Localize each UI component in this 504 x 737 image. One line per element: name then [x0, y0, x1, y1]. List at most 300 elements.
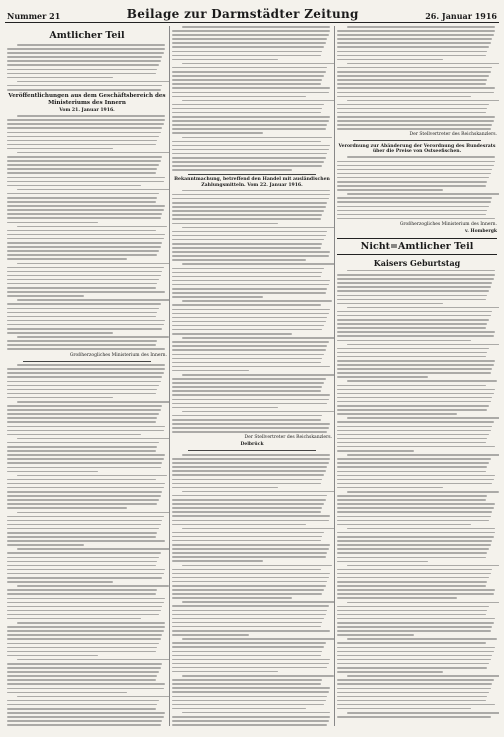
text-line [7, 446, 157, 448]
text-line [7, 602, 164, 604]
text-line [172, 515, 330, 517]
text-line [172, 210, 324, 212]
text-line [172, 214, 322, 216]
text-line [172, 349, 326, 351]
text-line [337, 311, 492, 313]
text-line [172, 577, 329, 579]
text-line [7, 316, 156, 318]
text-line [7, 479, 156, 481]
text-line [337, 589, 495, 591]
divider [23, 361, 151, 362]
text-line [337, 286, 491, 288]
text-line [337, 524, 471, 526]
text-line [337, 614, 486, 616]
text-line [337, 413, 457, 415]
text-line [172, 235, 326, 237]
text-line [7, 528, 159, 530]
text-line [172, 552, 327, 554]
text-line [172, 370, 249, 372]
text-line [337, 585, 486, 587]
text-line [7, 565, 156, 567]
text-line [172, 243, 322, 245]
text-line [17, 81, 169, 83]
text-line [7, 638, 161, 640]
text-line [7, 598, 165, 600]
text-line [337, 626, 492, 628]
text-line [17, 475, 167, 477]
text-line [337, 692, 489, 694]
col2-block-a [172, 26, 332, 171]
text-line [337, 434, 489, 436]
text-line [7, 344, 156, 346]
text-line [7, 524, 161, 526]
text-line [172, 202, 327, 204]
column-2 [169, 26, 334, 726]
text-line [7, 148, 113, 150]
text-line [172, 83, 321, 85]
text-line [7, 708, 156, 710]
text-line [337, 112, 486, 114]
text-line [172, 503, 324, 505]
col2-block-c [172, 454, 332, 726]
text-line [337, 75, 489, 77]
text-line [172, 573, 330, 575]
text-line [17, 263, 169, 265]
text-line [172, 569, 321, 571]
deputy-signature-2: Der Stellvertreter des Reichskanzlers. [409, 132, 497, 138]
text-line [7, 332, 113, 334]
text-line [182, 137, 332, 139]
text-line [172, 720, 329, 722]
text-line [7, 320, 165, 322]
text-line [7, 48, 165, 50]
text-line [347, 26, 496, 28]
text-line [337, 393, 494, 395]
text-line [7, 368, 165, 370]
text-line [337, 331, 495, 333]
text-line [182, 675, 334, 677]
text-line [172, 495, 327, 497]
section-title-official: Amtlicher Teil [49, 30, 125, 41]
text-line [7, 283, 157, 285]
text-line [172, 87, 330, 89]
text-line [172, 128, 326, 130]
text-line [172, 419, 321, 421]
text-line [7, 132, 161, 134]
text-line [337, 210, 487, 212]
text-line [337, 83, 486, 85]
text-line [172, 470, 326, 472]
text-line [7, 69, 157, 71]
text-line [337, 303, 443, 305]
text-line [7, 507, 127, 509]
text-line [7, 303, 161, 305]
text-line [7, 581, 113, 583]
text-line [7, 85, 162, 87]
text-line [7, 683, 165, 685]
text-line [337, 462, 489, 464]
text-line [172, 276, 321, 278]
text-line [172, 462, 329, 464]
text-line [7, 328, 162, 330]
text-line [172, 280, 330, 282]
text-line [337, 597, 457, 599]
text-line [7, 238, 164, 240]
text-line [337, 442, 486, 444]
text-line [337, 536, 494, 538]
text-line [347, 675, 499, 677]
newspaper-page [5, 5, 499, 727]
text-line [172, 671, 278, 673]
divider [188, 450, 316, 451]
text-line [7, 291, 165, 293]
text-line [172, 259, 306, 261]
text-line [7, 168, 157, 170]
text-line [172, 667, 327, 669]
text-line [337, 104, 489, 106]
text-line [337, 315, 491, 317]
text-line [172, 198, 329, 200]
text-line [172, 382, 324, 384]
divider [353, 140, 481, 141]
text-line [347, 602, 499, 604]
text-line [172, 544, 330, 546]
text-line [7, 458, 164, 460]
text-line [17, 44, 166, 46]
text-line [182, 528, 334, 530]
text-line [7, 688, 164, 690]
text-line [337, 206, 489, 208]
text-line [172, 161, 324, 163]
text-line [337, 622, 494, 624]
text-line [337, 700, 486, 702]
text-line [7, 667, 161, 669]
text-line [347, 491, 499, 493]
text-line [172, 622, 322, 624]
text-line [172, 614, 326, 616]
text-line [182, 411, 334, 413]
text-line [7, 552, 161, 554]
text-line [337, 124, 492, 126]
text-line [7, 385, 159, 387]
text-line [337, 34, 494, 36]
text-line [7, 643, 159, 645]
text-line [172, 51, 322, 53]
text-line [17, 438, 169, 440]
text-line [347, 100, 499, 102]
text-line [172, 71, 326, 73]
text-line [7, 156, 162, 158]
text-line [337, 552, 487, 554]
issue-date: 26. Januar 1916 [425, 11, 497, 21]
text-line [182, 190, 331, 192]
col1-block-a [7, 44, 167, 91]
text-line [182, 601, 334, 603]
text-line [172, 655, 321, 657]
text-line [17, 548, 169, 550]
text-line [7, 308, 159, 310]
text-line [172, 581, 327, 583]
text-line [172, 132, 263, 134]
text-line [172, 540, 321, 542]
text-line [347, 417, 499, 419]
text-line [337, 495, 487, 497]
text-line [7, 209, 164, 211]
text-line [172, 691, 329, 693]
text-line [7, 405, 162, 407]
text-line [337, 561, 428, 563]
text-line [172, 141, 321, 143]
text-line [172, 659, 330, 661]
text-line [172, 358, 322, 360]
text-line [172, 431, 327, 433]
text-line [7, 140, 157, 142]
text-line [337, 42, 491, 44]
text-line [172, 724, 327, 726]
text-line [337, 716, 491, 718]
text-line [172, 532, 324, 534]
text-line [172, 399, 329, 401]
text-line [172, 34, 329, 36]
text-line [7, 397, 113, 399]
text-line [172, 288, 327, 290]
text-line [182, 100, 334, 102]
text-line [7, 144, 156, 146]
text-line [337, 503, 495, 505]
text-line [337, 446, 495, 448]
text-line [337, 120, 494, 122]
text-line [7, 491, 162, 493]
text-line [7, 60, 161, 62]
text-line [337, 295, 487, 297]
text-line [7, 127, 162, 129]
text-line [337, 71, 491, 73]
text-line [7, 172, 156, 174]
text-line [172, 30, 330, 32]
text-line [337, 327, 486, 329]
text-line [337, 356, 486, 358]
text-line [7, 495, 161, 497]
text-line [172, 499, 326, 501]
text-line [337, 655, 492, 657]
text-line [17, 226, 167, 228]
col3-block-c [337, 270, 497, 718]
text-line [172, 679, 322, 681]
ministry-heading: Veröffentlichungen aus dem Geschäftsbereich des Ministeriums des Innern [8, 93, 166, 106]
text-line [337, 651, 494, 653]
text-line [337, 348, 489, 350]
text-line [7, 213, 162, 215]
text-line [172, 366, 330, 368]
col1-block-c [7, 364, 167, 726]
text-line [337, 569, 492, 571]
text-line [7, 164, 159, 166]
text-line [337, 659, 491, 661]
text-line [172, 511, 321, 513]
text-line [17, 364, 166, 366]
text-line [7, 712, 165, 714]
text-line [7, 450, 156, 452]
text-line [7, 692, 127, 694]
text-line [337, 532, 495, 534]
text-line [17, 401, 169, 403]
text-line [172, 304, 321, 306]
text-line [7, 279, 159, 281]
text-line [172, 610, 327, 612]
text-line [337, 360, 495, 362]
text-line [172, 325, 324, 327]
text-line [337, 38, 492, 40]
text-line [7, 634, 162, 636]
text-line [7, 389, 157, 391]
text-line [347, 344, 499, 346]
text-line [172, 145, 330, 147]
text-line [172, 618, 324, 620]
text-line [337, 87, 495, 89]
text-line [337, 630, 491, 632]
text-line [172, 149, 329, 151]
text-line [337, 92, 494, 94]
text-line [7, 462, 162, 464]
text-line [337, 421, 494, 423]
text-line [172, 239, 324, 241]
ministry-signature-2: Großherzogliches Ministerium des Innern. [399, 221, 497, 227]
text-line [172, 634, 249, 636]
text-line [347, 454, 499, 456]
text-line [7, 593, 156, 595]
section-title-nonofficial: Nicht=Amtlicher Teil [337, 238, 497, 255]
masthead [5, 5, 499, 23]
text-line [337, 290, 489, 292]
text-line [337, 372, 491, 374]
text-line [172, 407, 278, 409]
text-line [7, 536, 156, 538]
date-line: Vom 21. Januar 1916. [59, 107, 115, 113]
text-line [172, 157, 326, 159]
text-line [7, 647, 157, 649]
text-line [347, 528, 496, 530]
text-line [172, 487, 278, 489]
text-line [337, 667, 487, 669]
text-line [182, 63, 334, 65]
text-line [7, 52, 164, 54]
text-line [337, 683, 492, 685]
text-line [337, 67, 492, 69]
text-line [7, 724, 161, 726]
text-line [337, 218, 495, 220]
text-line [337, 606, 489, 608]
text-line [7, 348, 165, 350]
text-line [172, 386, 322, 388]
text-line [17, 622, 166, 624]
text-line [337, 323, 487, 325]
text-line [337, 201, 491, 203]
text-line [172, 96, 306, 98]
text-line [172, 251, 330, 253]
text-line [7, 393, 156, 395]
text-line [7, 201, 156, 203]
col3-block-a [337, 26, 497, 130]
text-line [172, 427, 329, 429]
text-line [7, 295, 84, 297]
text-line [172, 218, 321, 220]
text-line [7, 372, 164, 374]
text-line [337, 189, 443, 191]
text-line [337, 185, 486, 187]
text-line [172, 605, 329, 607]
text-line [172, 46, 324, 48]
text-line [7, 663, 162, 665]
text-line [337, 368, 492, 370]
ministry-signature: Großherzogliches Ministerium des Innern. [69, 352, 167, 358]
text-line [172, 415, 322, 417]
text-line [182, 712, 331, 714]
text-line [337, 511, 492, 513]
text-line [347, 307, 499, 309]
text-line [337, 385, 486, 387]
text-line [172, 120, 329, 122]
text-line [337, 128, 491, 130]
text-line [7, 287, 156, 289]
text-line [337, 278, 494, 280]
issue-number: Nummer 21 [7, 11, 61, 21]
text-line [7, 655, 98, 657]
text-line [337, 548, 489, 550]
text-line [7, 430, 164, 432]
text-line [172, 38, 327, 40]
text-line [7, 671, 159, 673]
text-line [172, 169, 292, 171]
delbrueck-name: Delbrück [240, 442, 264, 448]
text-line [337, 483, 492, 485]
text-line [7, 234, 165, 236]
text-line [182, 565, 332, 567]
text-line [7, 561, 157, 563]
text-line [7, 193, 159, 195]
text-line [172, 708, 306, 710]
text-line [7, 700, 159, 702]
text-line [7, 720, 162, 722]
text-line [7, 119, 165, 121]
text-line [172, 153, 327, 155]
text-line [172, 92, 329, 94]
text-line [337, 59, 443, 61]
text-line [337, 642, 486, 644]
text-line [172, 536, 322, 538]
text-line [7, 569, 165, 571]
text-line [7, 136, 159, 138]
text-line [337, 274, 495, 276]
text-line [7, 499, 159, 501]
hombergk-name: v. Hombergk [465, 228, 497, 234]
text-line [7, 177, 165, 179]
text-line [337, 173, 491, 175]
text-line [172, 560, 263, 562]
text-line [337, 593, 494, 595]
text-line [172, 700, 326, 702]
text-line [7, 626, 165, 628]
text-line [337, 507, 494, 509]
text-line [7, 589, 157, 591]
text-line [337, 577, 489, 579]
text-line [347, 380, 497, 382]
text-line [172, 317, 327, 319]
text-line [337, 197, 492, 199]
text-line [347, 156, 496, 158]
text-line [182, 26, 331, 28]
text-line [17, 152, 169, 154]
text-line [7, 532, 157, 534]
